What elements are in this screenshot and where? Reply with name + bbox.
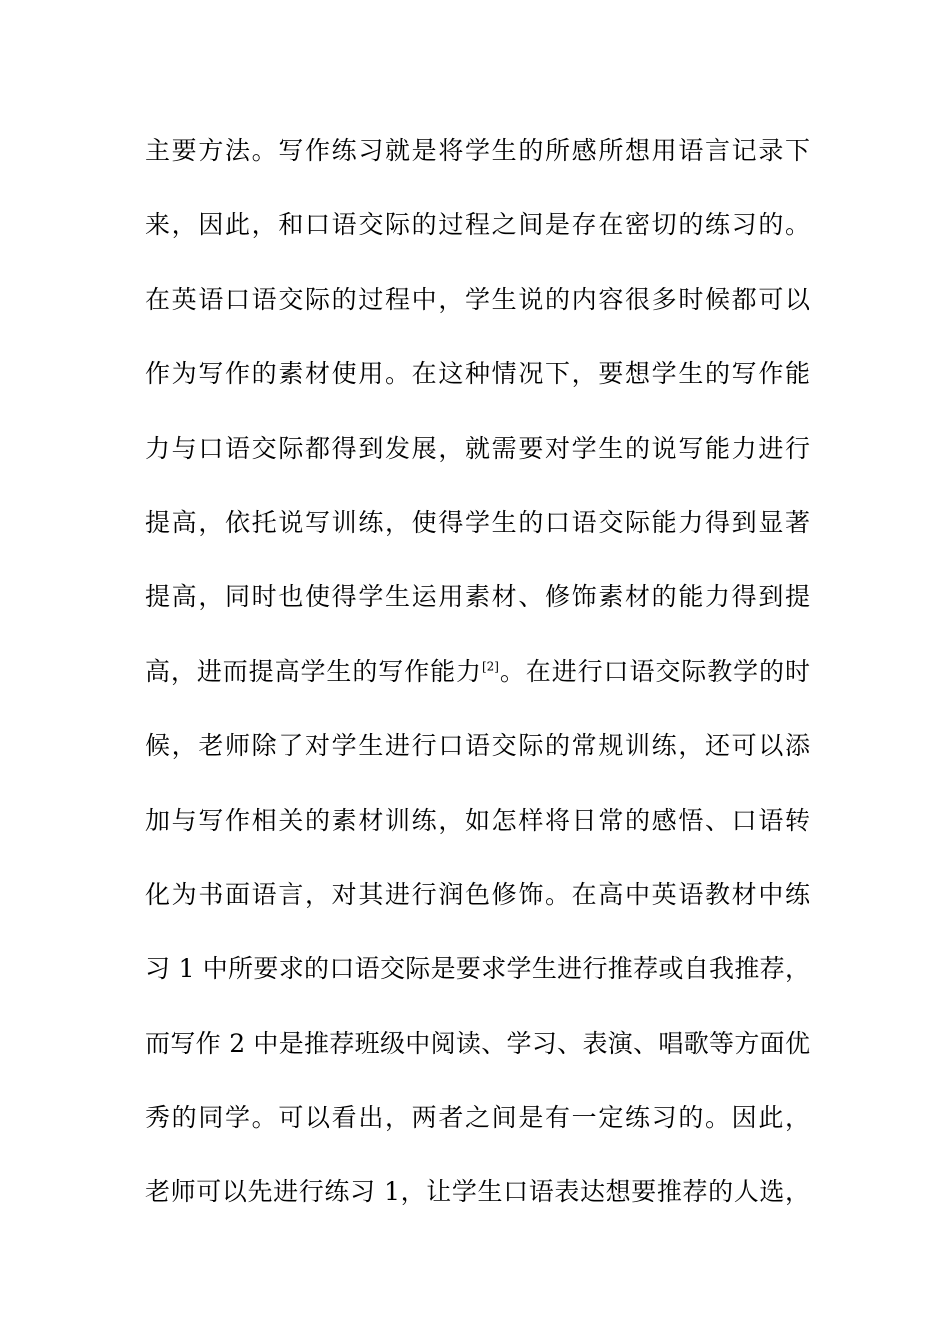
- body-text: [145, 128, 810, 1244]
- text-line: 在英语口语交际的过程中，学生说的内容很多时候都可以: [145, 284, 810, 314]
- text-line: 老师可以先进行练习 1，让学生口语表达想要推荐的人选，: [145, 1177, 810, 1207]
- text-line: 而写作 2 中是推荐班级中阅读、学习、表演、唱歌等方面优: [145, 1028, 810, 1058]
- text-segment: 高，进而提高学生的写作能力: [145, 656, 482, 686]
- text-line: 加与写作相关的素材训练，如怎样将日常的感悟、口语转: [145, 805, 810, 835]
- citation-marker: [2]: [481, 659, 499, 674]
- text-line: 候，老师除了对学生进行口语交际的常规训练，还可以添: [145, 731, 810, 761]
- text-line: 力与口语交际都得到发展，就需要对学生的说写能力进行: [145, 433, 810, 463]
- text-line: 提高，同时也使得学生运用素材、修饰素材的能力得到提: [145, 582, 810, 612]
- text-line: 作为写作的素材使用。在这种情况下，要想学生的写作能: [145, 359, 810, 389]
- text-line-with-citation: [145, 649, 810, 694]
- text-line: 主要方法。写作练习就是将学生的所感所想用语言记录下: [145, 136, 810, 165]
- text-segment: 。在进行口语交际教学的时: [498, 656, 810, 686]
- text-line: 习 1 中所要求的口语交际是要求学生进行推荐或自我推荐，: [145, 954, 810, 984]
- text-line: 提高，依托说写训练，使得学生的口语交际能力得到显著: [145, 507, 810, 537]
- text-line: 化为书面语言，对其进行润色修饰。在高中英语教材中练: [145, 879, 810, 909]
- text-line: 秀的同学。可以看出，两者之间是有一定练习的。因此，: [145, 1103, 810, 1133]
- text-line: 来，因此，和口语交际的过程之间是存在密切的练习的。: [145, 210, 810, 240]
